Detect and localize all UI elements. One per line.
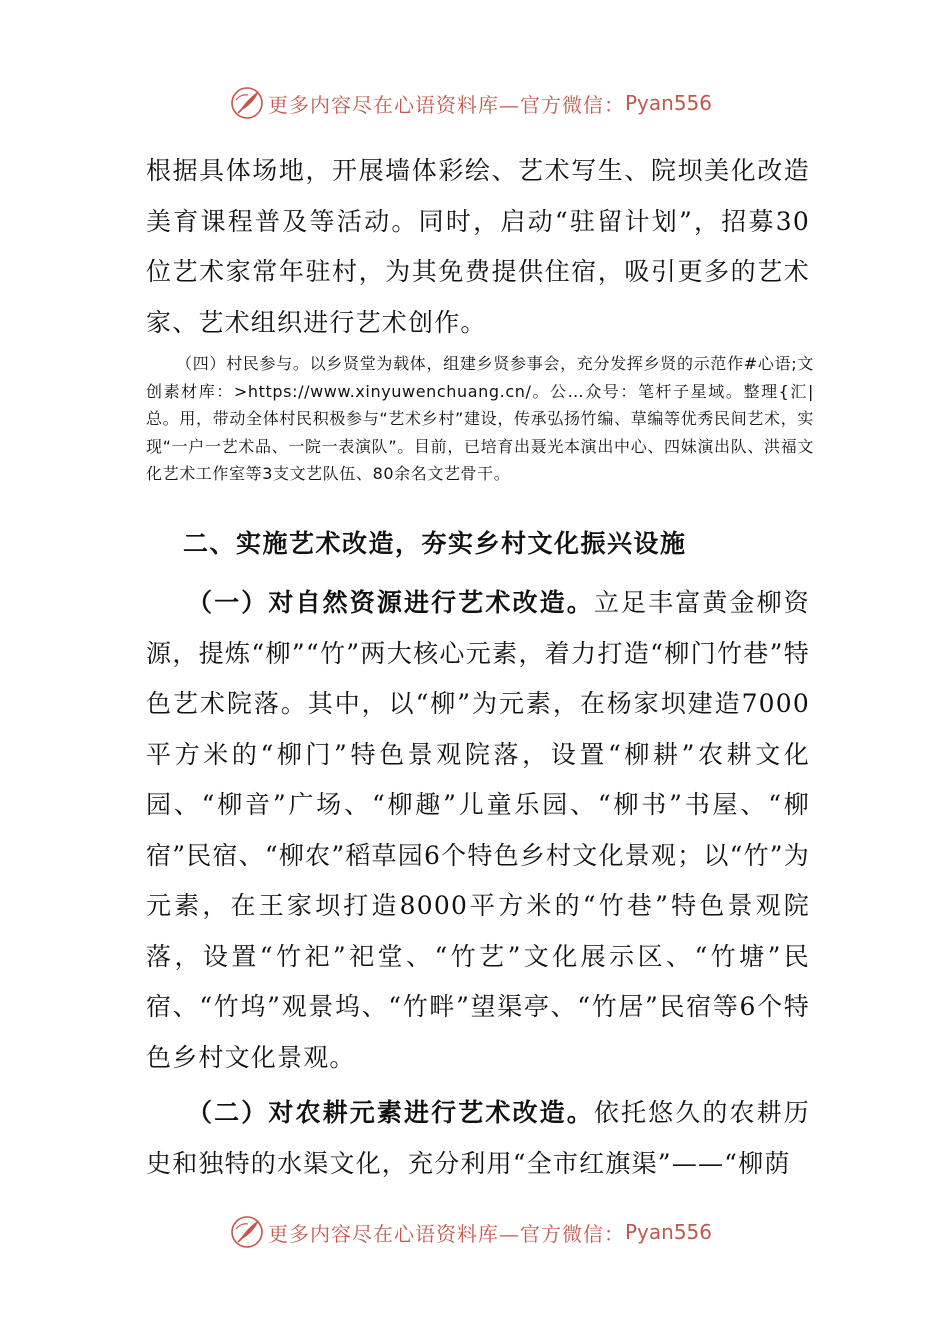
section-heading: 二、实施艺术改造，夯实乡村文化振兴设施 xyxy=(183,529,687,558)
footer-banner xyxy=(230,1212,712,1252)
paragraph-3-body: 依托悠久的农耕历史和独特的水渠文化，充分利用“全市红旗渠”——“柳荫 xyxy=(146,1098,810,1178)
quill-logo-icon xyxy=(230,86,264,120)
banner-text: 更多内容尽在心语资料库—官方微信： xyxy=(268,92,625,117)
quill-logo-icon xyxy=(230,1215,264,1249)
paragraph-2-lead: （一）对自然资源进行艺术改造。 xyxy=(187,588,594,617)
header-banner xyxy=(230,83,712,123)
banner-wechat-id: Pyan556 xyxy=(625,1220,713,1244)
villager-participation-note: （四）村民参与。以乡贤堂为载体，组建乡贤参事会，充分发挥乡贤的示范作#心语;文创素材库：>https://www.xinyuwenchuang.cn/。公…众号：笔杆子星域。整理{汇|总。用，带动全体村民积极参与“艺术乡村”建设，传承弘扬竹编、草编等优秀民间艺术，实现“一户一艺术品、一院一表演队”。目前，已培育出聂光本演出中心、四妹演出队、洪福文化艺术工作室等3支文艺队伍、80余名文艺骨干。 xyxy=(146,354,814,483)
banner-text: 更多内容尽在心语资料库—官方微信： xyxy=(268,1221,625,1246)
paragraph-3-lead: （二）对农耕元素进行艺术改造。 xyxy=(187,1098,594,1127)
paragraph-2-body: 立足丰富黄金柳资源，提炼“柳”“竹”两大核心元素，着力打造“柳门竹巷”特色艺术院落。其中，以“柳”为元素，在杨家坝建造7000平方米的“柳门”特色景观院落，设置“柳耕”农耕文化园、“柳音”广场、“柳趣”儿童乐园、“柳书”书屋、“柳宿”民宿、“柳农”稻草园6个特色乡村文化景观；以“竹”为元素，在王家坝打造8000平方米的“竹巷”特色景观院落，设置“竹祀”祀堂、“竹艺”文化展示区、“竹塘”民宿、“竹坞”观景坞、“竹畔”望渠亭、“竹居”民宿等6个特色乡村文化景观。 xyxy=(146,588,810,1072)
paragraph-3 xyxy=(146,1088,810,1189)
paragraph-1: 根据具体场地，开展墙体彩绘、艺术写生、院坝美化改造美育课程普及等活动。同时，启动“驻留计划”，招募30位艺术家常年驻村，为其免费提供住宿，吸引更多的艺术家、艺术组织进行艺术创作。 xyxy=(146,156,810,337)
paragraph-2 xyxy=(146,578,810,1083)
banner-wechat-id: Pyan556 xyxy=(625,91,713,115)
